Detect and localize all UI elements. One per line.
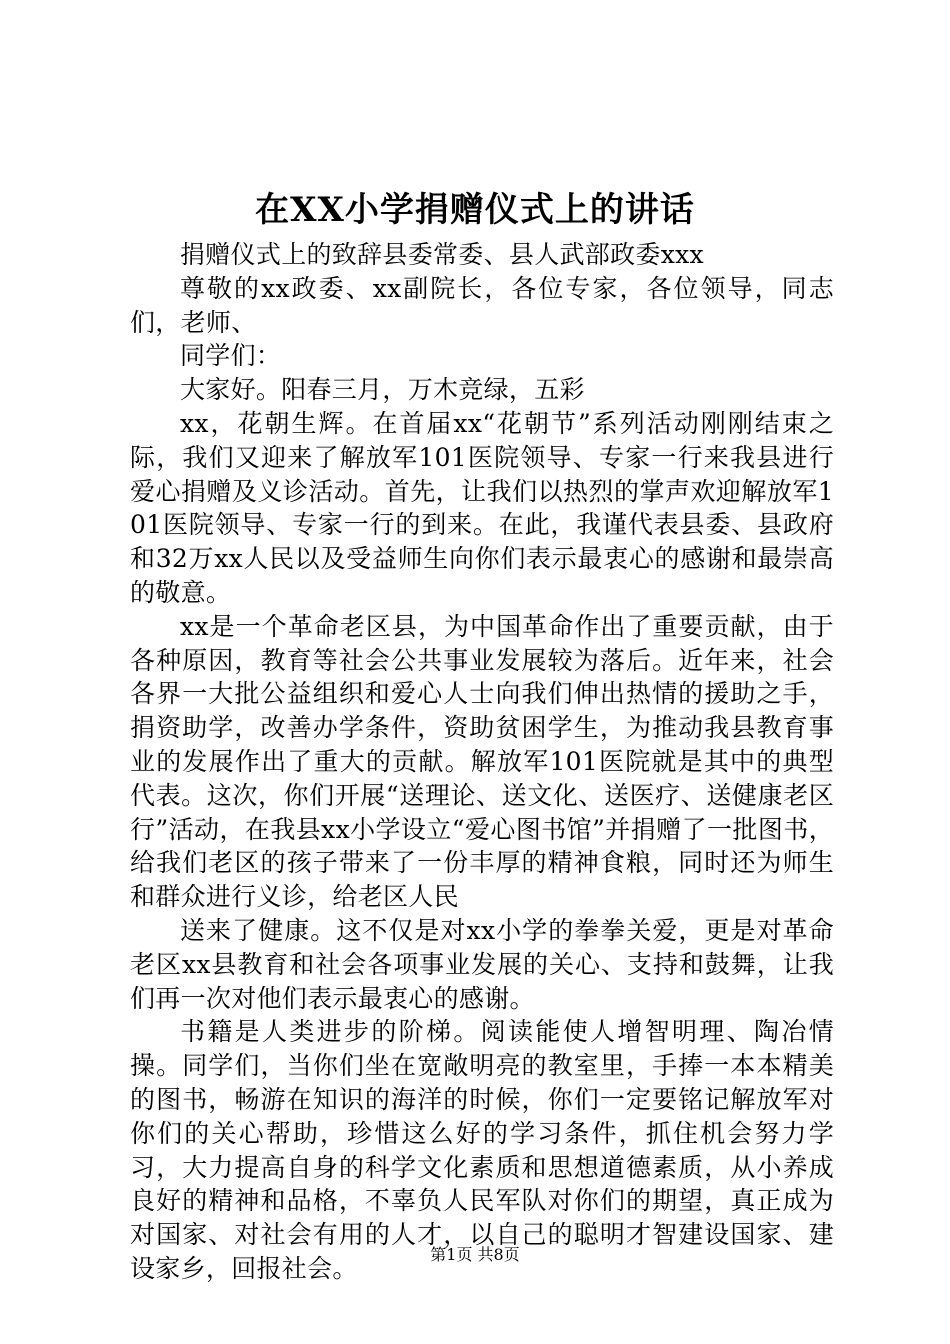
page-number-footer: 第1页 共8页 bbox=[430, 1245, 520, 1264]
paragraph-salutation-students: 同学们： bbox=[180, 341, 282, 371]
document-body bbox=[130, 238, 834, 1286]
paragraph-heading-line: 捐赠仪式上的致辞县委常委、县人武部政委xxx bbox=[180, 240, 704, 269]
paragraph-greeting: 大家好。阳春三月，万木竞绿，五彩 bbox=[180, 375, 585, 405]
paragraph-welcome: xx，花朝生辉。在首届xx“花朝节”系列活动刚刚结束之际，我们又迎来了解放军101医院领导、专家一行来我县进行爱心捐赠及义诊活动。首先，让我们以热烈的掌声欢迎解放军101医院领导、专家一行的到来。在此，我谨代表县委、县政府和32万xx人民以及受益师生向你们表示最衷心的感谢和最崇高的敬意。 bbox=[130, 408, 834, 607]
paragraph-salutation: 尊敬的xx政委、xx副院长，各位专家，各位领导，同志们，老师、 bbox=[130, 273, 834, 337]
document-title: 在XX小学捐赠仪式上的讲话 bbox=[255, 190, 695, 230]
paragraph-students-message: 书籍是人类进步的阶梯。阅读能使人增智明理、陶冶情操。同学们，当你们坐在宽敞明亮的教室里，手捧一本本精美的图书，畅游在知识的海洋的时候，你们一定要铭记解放军对你们的关心帮助，珍惜这么好的学习条件，抓住机会努力学习，大力提高自身的科学文化素质和思想道德素质，从小养成良好的精神和品格，不辜负人民军队对你们的期望，真正成为对国家、对社会有用的人才，以自己的聪明才智建设国家、建设家乡，回报社会。 bbox=[130, 1017, 834, 1283]
paragraph-thanks: 送来了健康。这不仅是对xx小学的拳拳关爱，更是对革命老区xx县教育和社会各项事业发展的关心、支持和鼓舞，让我们再一次对他们表示最衷心的感谢。 bbox=[130, 915, 834, 1013]
paragraph-county-background: xx是一个革命老区县，为中国革命作出了重要贡献，由于各种原因，教育等社会公共事业发展较为落后。近年来，社会各界一大批公益组织和爱心人士向我们伸出热情的援助之手，捐资助学，改善办学条件，资助贫困学生，为推动我县教育事业的发展作出了重大的贡献。解放军101医院就是其中的典型代表。这次，你们开展“送理论、送文化、送医疗、送健康老区行”活动，在我县xx小学设立“爱心图书馆”并捐赠了一批图书，给我们老区的孩子带来了一份丰厚的精神食粮，同时还为师生和群众进行义诊，给老区人民 bbox=[130, 611, 834, 912]
